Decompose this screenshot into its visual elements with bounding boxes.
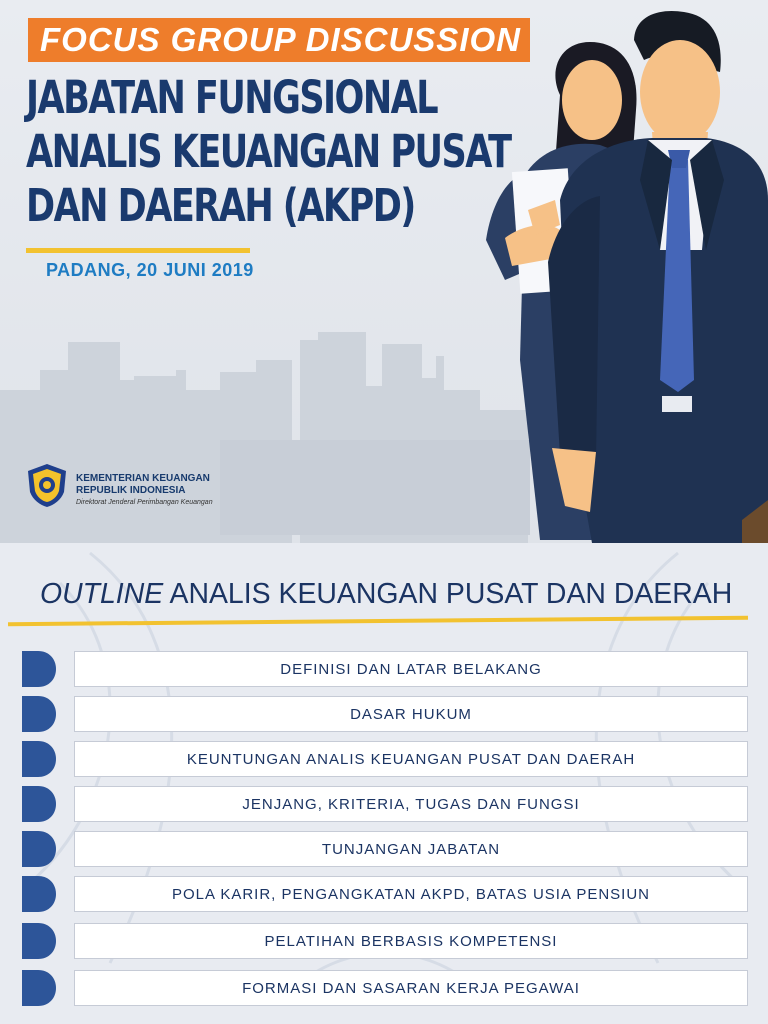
title-line-3: DAN DAERAH (AKPD) bbox=[26, 179, 415, 232]
bullet-tab-icon bbox=[22, 786, 56, 822]
outline-item bbox=[0, 831, 768, 867]
bullet-tab-icon bbox=[22, 651, 56, 687]
outline-heading-rest: ANALIS KEUANGAN PUSAT DAN DAERAH bbox=[163, 578, 733, 610]
outline-item bbox=[0, 741, 768, 777]
bullet-tab-icon bbox=[22, 831, 56, 867]
outline-item-box bbox=[74, 876, 748, 912]
outline-item-box bbox=[74, 970, 748, 1006]
outline-item bbox=[0, 696, 768, 732]
outline-item-label: KEUNTUNGAN ANALIS KEUANGAN PUSAT DAN DAERAH bbox=[186, 750, 636, 768]
title-underline bbox=[26, 248, 250, 253]
outline-item-label: PELATIHAN BERBASIS KOMPETENSI bbox=[264, 932, 558, 950]
event-date: PADANG, 20 JUNI 2019 bbox=[46, 260, 254, 280]
bullet-tab-icon bbox=[22, 923, 56, 959]
outline-heading bbox=[40, 578, 732, 611]
outline-item-box bbox=[74, 741, 748, 777]
outline-item-label: JENJANG, KRITERIA, TUGAS DAN FUNGSI bbox=[242, 795, 580, 813]
title-line-2: ANALIS KEUANGAN PUSAT bbox=[26, 125, 511, 178]
outline-item-box bbox=[74, 651, 748, 687]
bullet-tab-icon bbox=[22, 970, 56, 1006]
outline-item-box bbox=[74, 831, 748, 867]
ministry-emblem-icon bbox=[24, 462, 70, 508]
outline-item-box bbox=[74, 786, 748, 822]
outline-item-box bbox=[74, 923, 748, 959]
business-people-illustration bbox=[468, 0, 768, 543]
bullet-tab-icon bbox=[22, 696, 56, 732]
outline-item-label: FORMASI DAN SASARAN KERJA PEGAWAI bbox=[242, 979, 580, 997]
outline-heading-italic: OUTLINE bbox=[40, 578, 164, 610]
directorate-name: Direktorat Jenderal Perimbangan Keuangan bbox=[76, 499, 213, 506]
outline-item bbox=[0, 876, 768, 912]
outline-slide bbox=[0, 543, 768, 1024]
bullet-tab-icon bbox=[22, 876, 56, 912]
bullet-tab-icon bbox=[22, 741, 56, 777]
outline-item-label: DASAR HUKUM bbox=[350, 705, 472, 723]
outline-item-box bbox=[74, 696, 748, 732]
outline-item bbox=[0, 970, 768, 1006]
outline-item bbox=[0, 651, 768, 687]
outline-item-label: DEFINISI DAN LATAR BELAKANG bbox=[280, 660, 542, 678]
outline-item bbox=[0, 923, 768, 959]
event-banner-label: FOCUS GROUP DISCUSSION bbox=[40, 21, 521, 58]
outline-item bbox=[0, 786, 768, 822]
ministry-name: KEMENTERIAN KEUANGAN REPUBLIK INDONESIA bbox=[76, 473, 210, 496]
title-line-1: JABATAN FUNGSIONAL bbox=[26, 71, 438, 124]
outline-item-label: POLA KARIR, PENGANGKATAN AKPD, BATAS USIA PENSIUN bbox=[171, 885, 650, 903]
outline-item-label: TUNJANGAN JABATAN bbox=[321, 840, 501, 858]
